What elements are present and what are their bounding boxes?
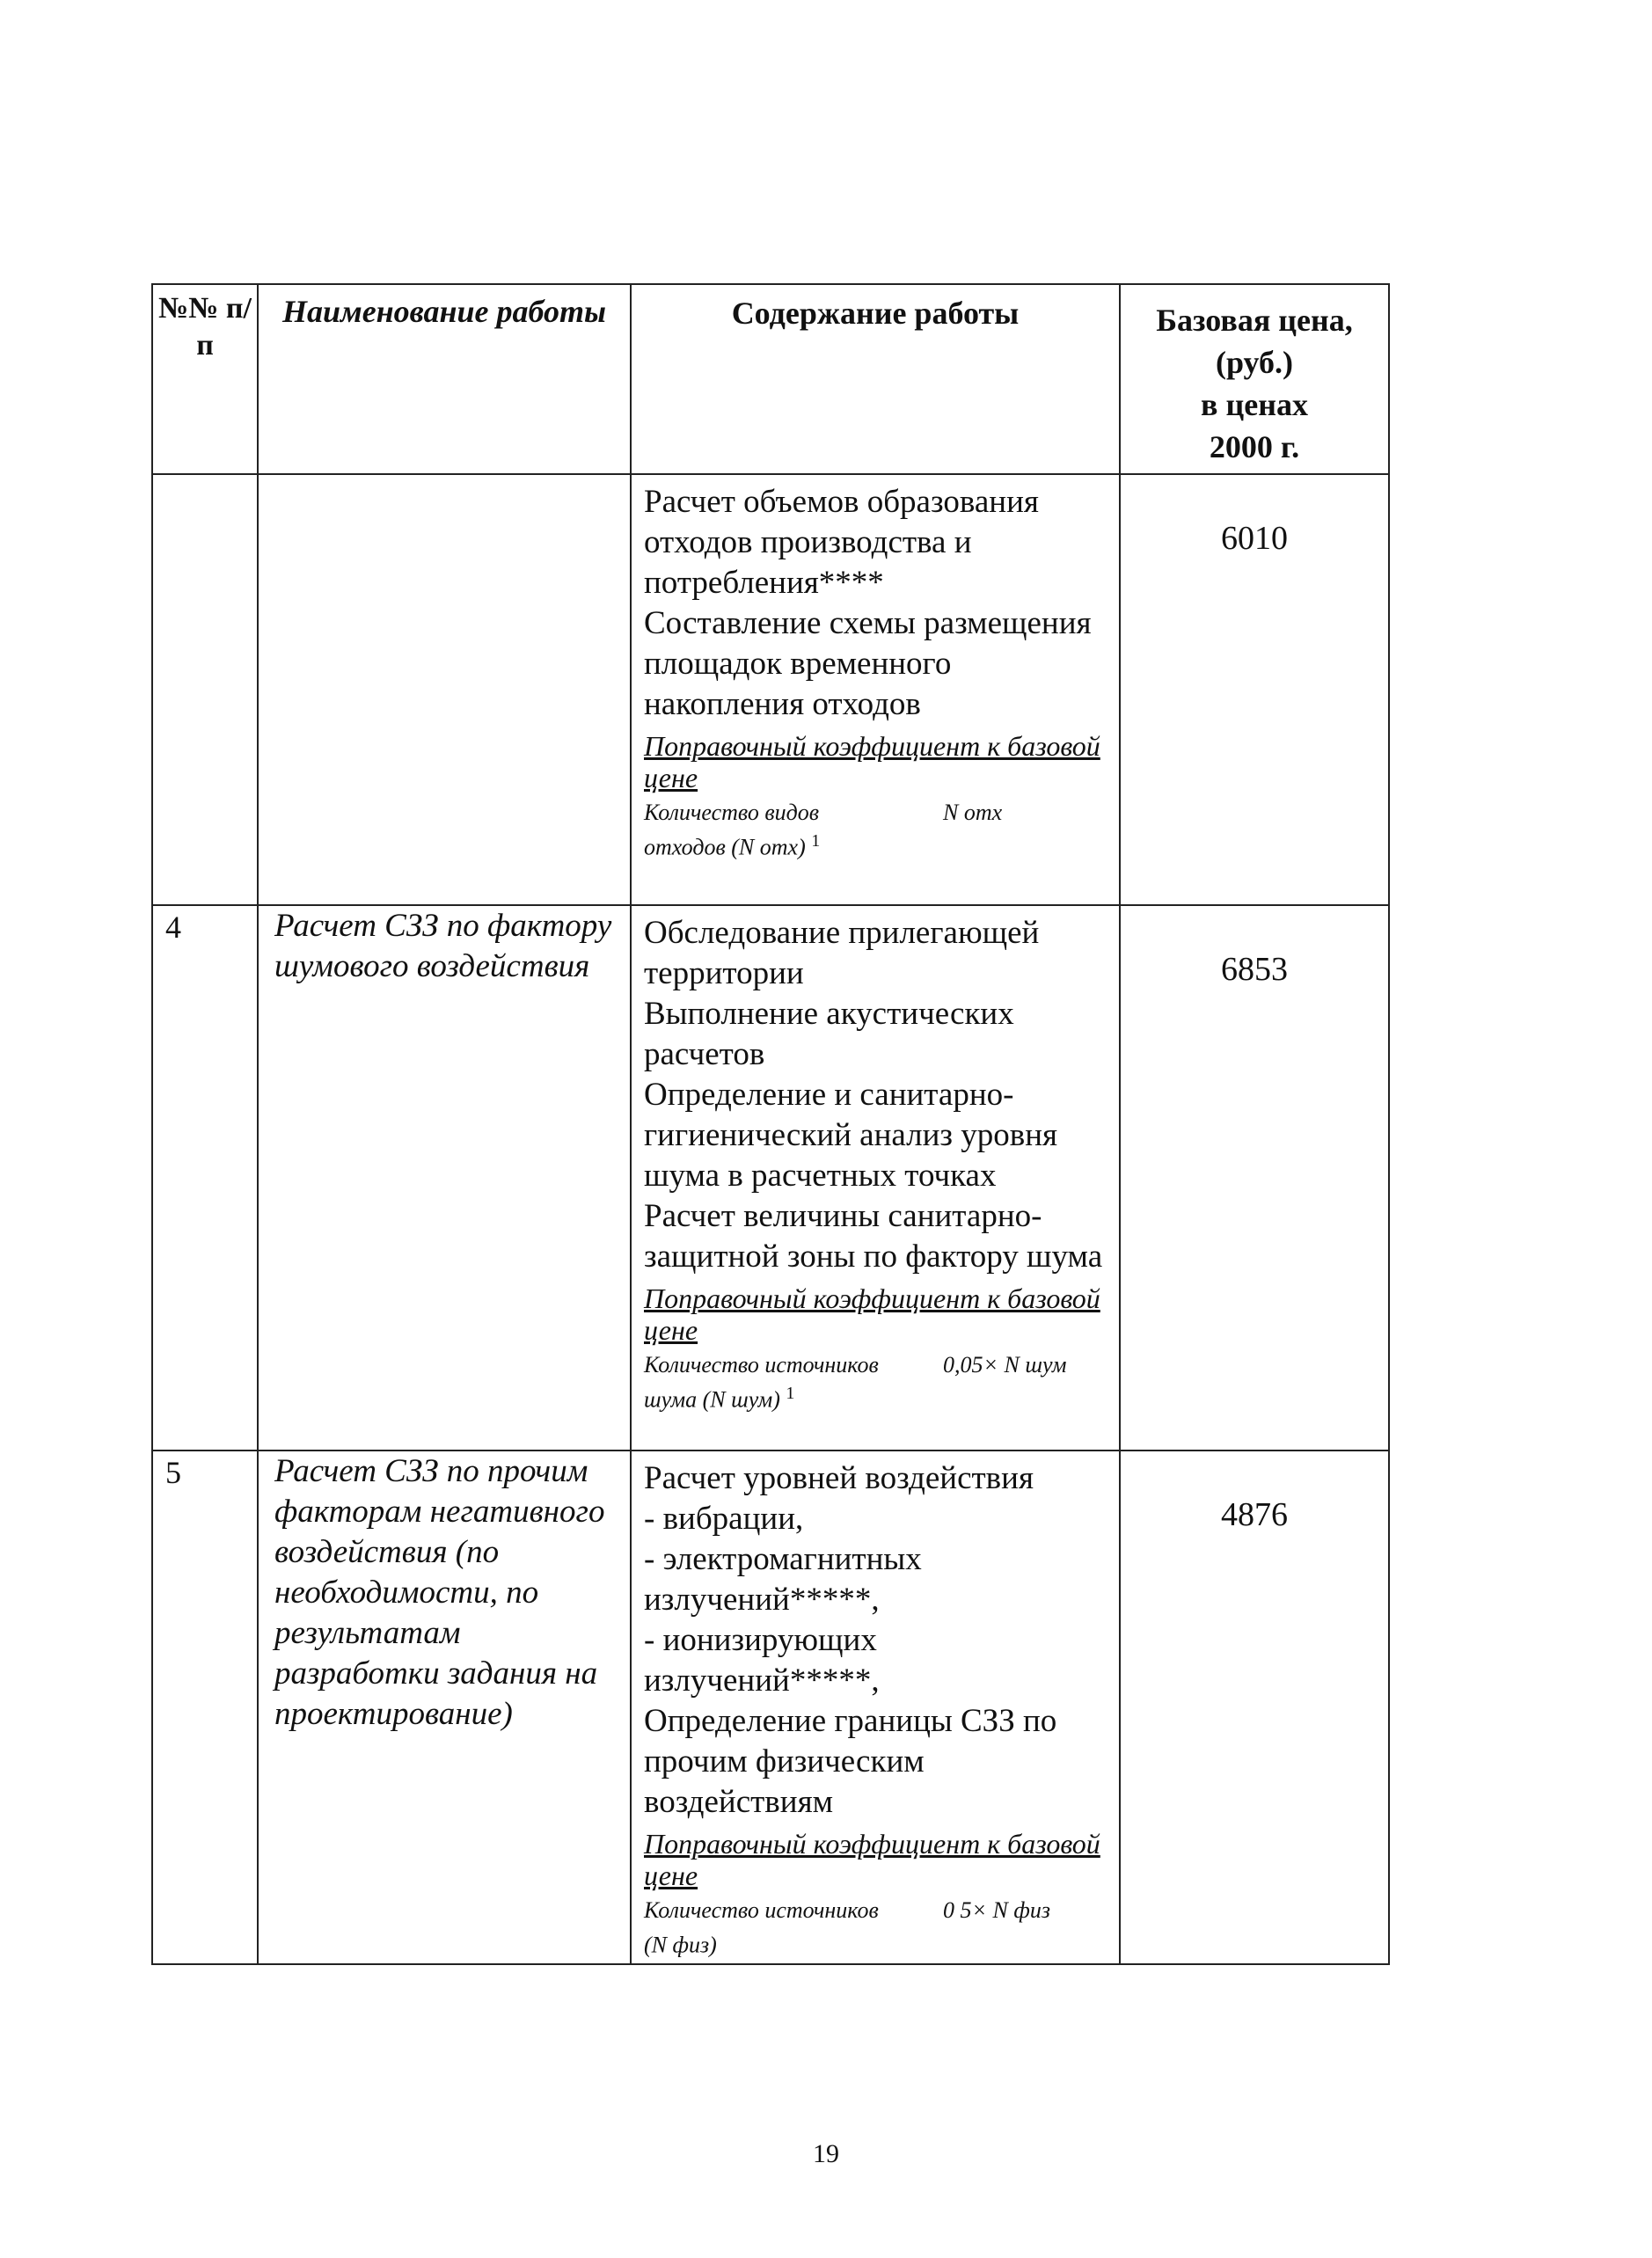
coefficient-quantity: [644, 1351, 899, 1414]
work-item: - электромагнитных излучений*****,: [644, 1541, 922, 1618]
column-header-number: №№ п/п: [152, 284, 258, 474]
column-header-name: Наименование работы: [258, 284, 631, 474]
table-row: [152, 474, 1389, 905]
coefficient-quantity-text: Количество источников (N физ): [644, 1897, 879, 1958]
work-item: - вибрации,: [644, 1501, 804, 1537]
table-row: [152, 905, 1389, 1451]
coefficient-title: Поправочный коэффициент к базовой цене: [644, 730, 1100, 793]
page-number: 19: [813, 2139, 839, 2168]
coefficient-footnote: 1: [811, 831, 821, 851]
column-header-price: [1120, 284, 1389, 474]
row-number: [152, 474, 258, 905]
work-item: Расчет величины санитарно-защитной зоны по фактору шума: [644, 1198, 1103, 1275]
work-item: Расчет уровней воздействия: [644, 1460, 1034, 1496]
row-price: 4876: [1120, 1451, 1389, 1964]
price-header-line: (руб.): [1215, 345, 1294, 380]
row-name: Расчет СЗЗ по прочим факторам негативного воздействия (по необходимости, по результатам разработки задания на проектирование): [258, 1451, 631, 1964]
work-item: Составление схемы размещения площадок временного накопления отходов: [644, 605, 1092, 722]
coefficient-formula: N отх: [943, 800, 1003, 825]
coefficient-quantity: [644, 799, 899, 862]
price-header-line: в ценах: [1201, 387, 1308, 422]
coefficient-title: Поправочный коэффициент к базовой цене: [644, 1828, 1100, 1891]
work-item: Определение границы СЗЗ по прочим физическим воздействиям: [644, 1703, 1057, 1820]
coefficient-quantity-text: Количество видов отходов (N отх): [644, 800, 820, 860]
price-header-line: Базовая цена,: [1156, 303, 1353, 338]
work-item: - ионизирующих излучений*****,: [644, 1622, 880, 1699]
table-header-row: [152, 284, 1389, 474]
row-content: [631, 1451, 1120, 1964]
column-header-content: Содержание работы: [631, 284, 1120, 474]
price-header-line: 2000 г.: [1209, 429, 1300, 464]
table-row: [152, 1451, 1389, 1964]
coefficient-formula: 0 5× N физ: [943, 1897, 1050, 1923]
row-name: [258, 474, 631, 905]
row-price: 6853: [1120, 905, 1389, 1451]
coefficient-formula: 0,05× N шум: [943, 1352, 1067, 1377]
coefficient-footnote: 1: [786, 1384, 795, 1403]
work-item: Обследование прилегающей территории: [644, 915, 1040, 991]
row-name: Расчет СЗЗ по фактору шумового воздействия: [258, 905, 631, 1451]
row-number: 4: [152, 905, 258, 1451]
coefficient-title: Поправочный коэффициент к базовой цене: [644, 1282, 1100, 1346]
coefficient-quantity: [644, 1896, 899, 1960]
coefficient-quantity-text: Количество источников шума (N шум): [644, 1352, 879, 1413]
row-price: 6010: [1120, 474, 1389, 905]
work-item: Определение и санитарно-гигиенический анализ уровня шума в расчетных точках: [644, 1077, 1058, 1194]
work-item: Выполнение акустических расчетов: [644, 996, 1014, 1072]
coefficient-row: [644, 799, 1110, 862]
pricing-table: [151, 283, 1388, 1965]
row-number: 5: [152, 1451, 258, 1964]
coefficient-row: [644, 1351, 1110, 1414]
row-content: [631, 474, 1120, 905]
work-item: Расчет объемов образования отходов производства и потребления****: [644, 484, 1039, 601]
coefficient-row: [644, 1896, 1110, 1960]
row-content: [631, 905, 1120, 1451]
